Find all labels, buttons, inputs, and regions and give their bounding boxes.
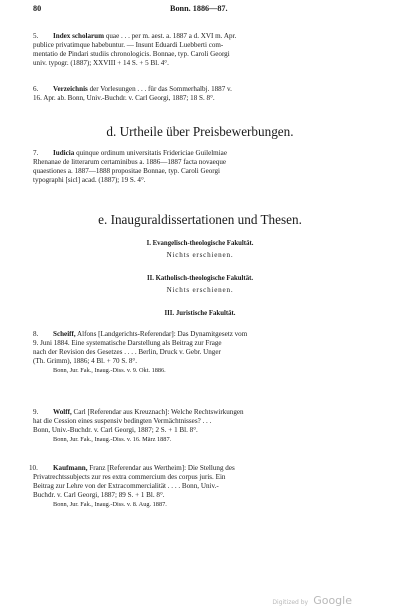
entry-text: univ. typogr. (1887); XXVIII + 14 S. + 5 Bl. 4°. [33, 59, 169, 68]
entry-text: nach der Revision des Gesetzes . . . . Berlin, Druck v. Gebr. Unger [33, 348, 221, 357]
entry-text: Bonn, Univ.-Buchdr. v. Carl Georgi, 1887; 2 S. + 1 Bl. 8°. [33, 426, 198, 435]
google-logo: Google [313, 594, 352, 607]
google-watermark [272, 589, 352, 608]
entry-text: mentatio de Pindari studiis chronologicis. Bonnae, typ. Caroli Georgi [33, 50, 230, 59]
entry-text: Buchdr. v. Carl Georgi, 1887; 89 S. + 1 Bl. 8°. [33, 491, 165, 500]
entry-text: Rhenanae de litterarum certaminibus a. 1886—1887 facta novaeque [33, 158, 227, 166]
section-heading: d. Urtheile über Preisbewerbungen. [106, 124, 294, 139]
faculty-heading: II. Katholisch-theologische Fakultät. [146, 275, 254, 282]
entry-number: 7. [33, 149, 39, 157]
entry-lead: Wolff, [53, 408, 72, 416]
entry-text: (Th. Grimm), 1886; 4 Bl. + 70 S. 8°. [33, 357, 137, 366]
page-number: 80 [33, 4, 42, 13]
entry-text: Franz [Referendar aus Wertheim]: Die Stellung des [87, 464, 235, 472]
entry-text: quaestiones a. 1887—1888 propositae Bonnae, typ. Caroli Georgi [33, 167, 221, 176]
entry-text: typographi [sicl] acad. (1887); 19 S. 4°. [33, 176, 146, 185]
entry-text: der Vorlesungen . . . für das Sommerhalbj. 1887 v. [87, 85, 232, 93]
faculty-heading: III. Juristische Fakultät. [164, 310, 236, 317]
entry-number: 10. [29, 464, 38, 472]
entry-text: Alfons [Landgerichts-Referendar]: Das Dynamitgesetz vom [75, 330, 248, 338]
entry-text: 9. Juni 1884. Eine systematische Darstellung als Beitrag zur Frage [33, 339, 222, 347]
running-header: Bonn. 1886—87. [170, 4, 228, 13]
entry-lead: Iudicia [53, 149, 75, 157]
faculty-heading: I. Evangelisch-theologische Fakultät. [146, 240, 254, 247]
entry-text: 16. Apr. ab. Bonn, Univ.-Buchdr. v. Carl Georgi, 1887; 18 S. 8°. [33, 94, 215, 102]
entry-text: Privatrechtssubjects zur res extra commercium des corpus juris. Ein [33, 473, 226, 481]
entry-lead: Index scholarum [53, 32, 105, 40]
entry-number: 6. [33, 85, 39, 93]
dissertation-note: Bonn, Jur. Fak., Inaug.-Diss. v. 16. März 1887. [53, 436, 172, 444]
entry-lead: Verzeichnis [53, 85, 88, 93]
dissertation-note: Bonn, Jur. Fak., Inaug.-Diss. v. 8. Aug. 1887. [53, 501, 167, 509]
entry-text: Carl [Referendar aus Kreuznach]: Welche Rechtswirkungen [71, 408, 244, 416]
entry-lead: Scheiff, [53, 330, 76, 338]
entry-number: 8. [33, 330, 39, 338]
dissertation-note: Bonn, Jur. Fak., Inaug.-Diss. v. 9. Okt. 1886. [53, 367, 166, 375]
entry-number: 5. [33, 32, 39, 40]
watermark-text: Digitized by [272, 599, 309, 606]
entry-text: hat die Cession eines suspensiv bedingten Vermächtnisses? . . . [33, 417, 212, 425]
entry-lead: Kaufmann, [53, 464, 88, 472]
entry-text: quae . . . per m. aest. a. 1887 a d. XVI m. Apr. [104, 32, 237, 40]
section-heading: e. Inauguraldissertationen und Thesen. [98, 212, 302, 227]
nothing-published-note: Nichts erschienen. [166, 286, 234, 294]
entry-text: publice privatimque habebuntur. — Insunt Eduardi Luebberti com- [33, 41, 224, 49]
entry-text: Beitrag zur Lehre von der Extracommercialität . . . . Bonn, Univ.- [33, 482, 219, 491]
nothing-published-note: Nichts erschienen. [166, 251, 234, 259]
entry-text: quinque ordinum universitatis Fridericiae Guilelmiae [74, 149, 227, 157]
entry-number: 9. [33, 408, 39, 416]
